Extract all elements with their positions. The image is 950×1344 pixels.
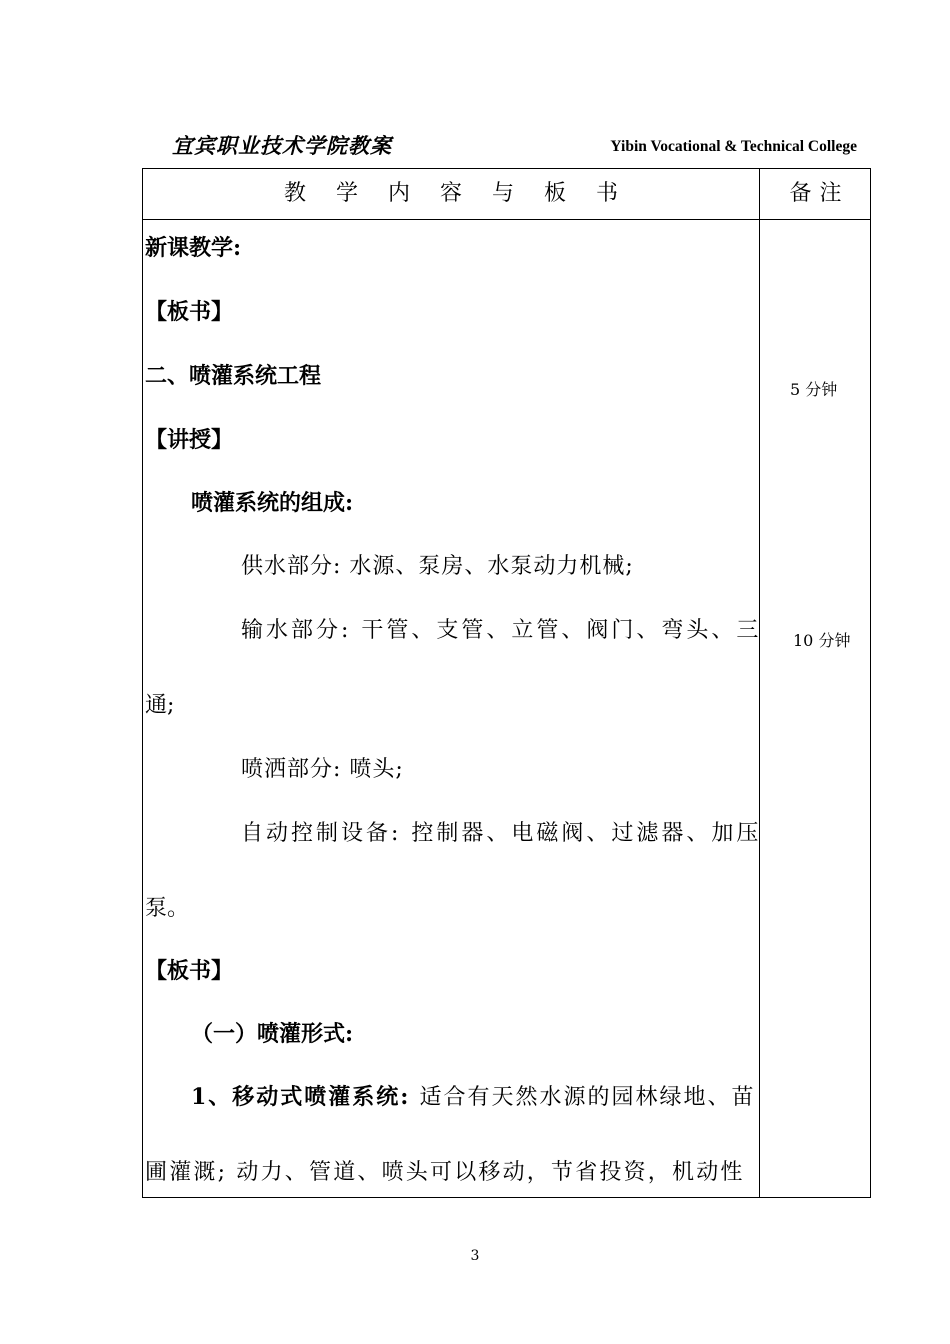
item-water-delivery-cont: 通;	[145, 693, 175, 718]
item-water-supply: 供水部分: 水源、泵房、水泵动力机械;	[241, 554, 634, 579]
subheading-composition: 喷灌系统的组成:	[191, 490, 354, 516]
item-mobile-system-title: 1、移动式喷灌系统:	[191, 1084, 411, 1110]
content-column-header: 教学内容与板书	[283, 181, 648, 206]
college-name-en: Yibin Vocational & Technical College	[610, 138, 857, 155]
item-mobile-system-cont: 圃灌溉; 动力、管道、喷头可以移动，节省投资，机动性	[145, 1160, 745, 1185]
section-new-lesson: 新课教学:	[145, 235, 242, 261]
note-10-minutes: 10 分钟	[793, 631, 851, 650]
college-name-cn: 宜宾职业技术学院教案	[172, 133, 392, 158]
lesson-plan-table	[142, 168, 871, 1198]
item-mobile-system	[191, 1080, 755, 1111]
column-divider	[759, 169, 760, 1197]
board-label: 【板书】	[145, 299, 234, 325]
item-auto-control: 自动控制设备: 控制器、电磁阀、过滤器、加压	[241, 821, 762, 846]
item-spraying: 喷洒部分: 喷头;	[241, 757, 404, 782]
note-5-minutes: 5 分钟	[790, 380, 838, 399]
subheading-forms: （一）喷灌形式:	[191, 1021, 354, 1047]
item-water-delivery: 输水部分: 干管、支管、立管、阀门、弯头、三	[241, 618, 762, 643]
topic-heading: 二、喷灌系统工程	[145, 363, 322, 389]
item-mobile-system-text: 适合有天然水源的园林绿地、苗	[419, 1085, 756, 1110]
lecture-label: 【讲授】	[145, 427, 234, 453]
header-row-divider	[143, 219, 870, 220]
page-number: 3	[470, 1248, 480, 1264]
board-label-2: 【板书】	[145, 958, 234, 984]
notes-column-header: 备注	[789, 181, 850, 206]
item-auto-control-cont: 泵。	[145, 896, 190, 921]
